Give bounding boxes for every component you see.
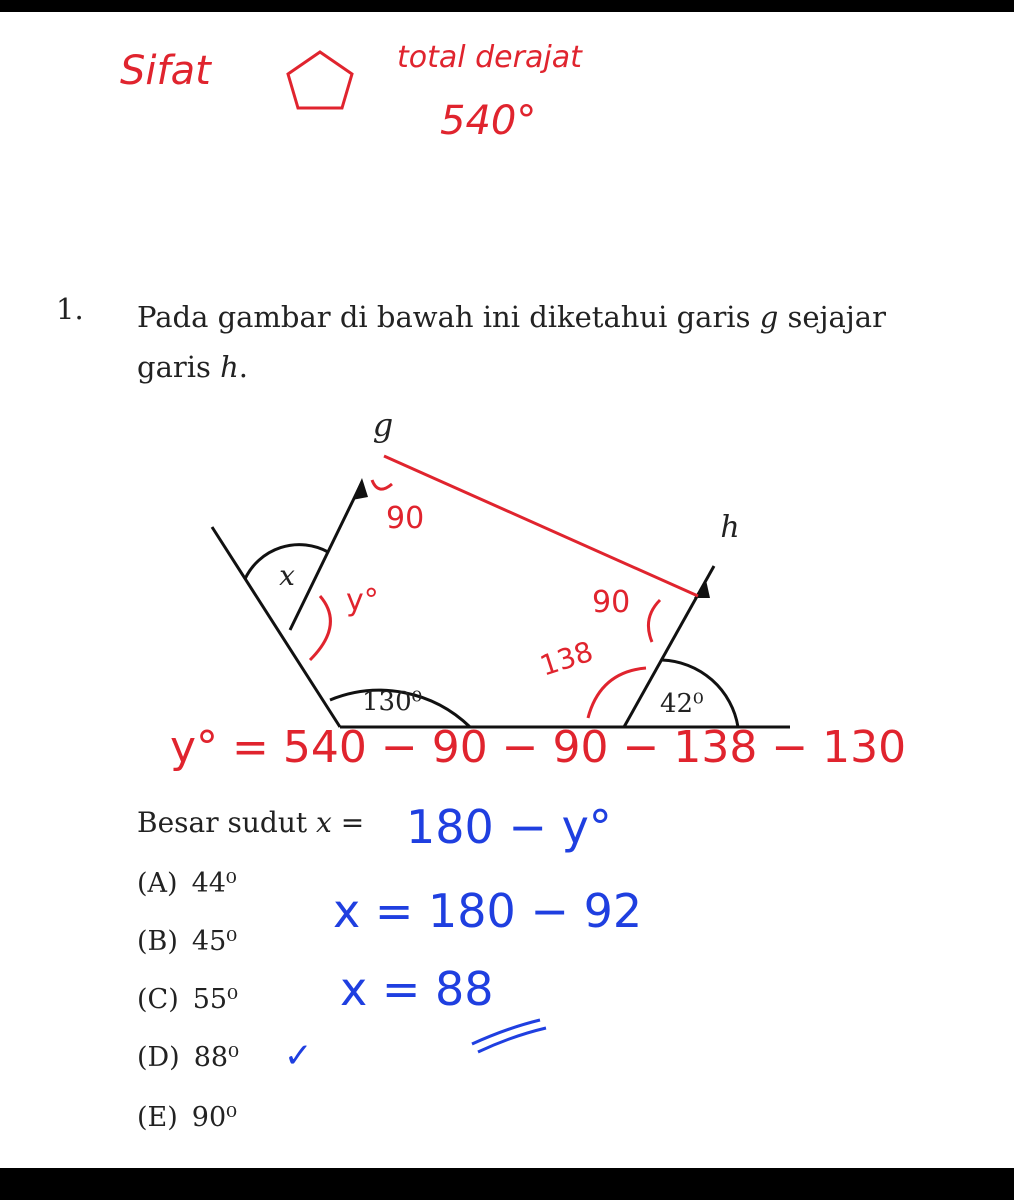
option-b[interactable]	[137, 926, 237, 957]
question-number: 1.	[56, 292, 84, 326]
option-letter: (C)	[137, 984, 179, 1015]
double-underline	[462, 1016, 552, 1056]
option-value: 55⁰	[192, 984, 238, 1015]
label-42: 42⁰	[660, 689, 704, 719]
label-x: x	[279, 559, 295, 592]
ask-line	[137, 806, 364, 839]
note-total: total derajat	[397, 40, 582, 75]
red-arc-top	[372, 480, 392, 489]
option-c[interactable]	[137, 984, 238, 1015]
red-90-right: 90	[592, 585, 631, 620]
x-step: x = 180 − 92	[333, 884, 643, 938]
option-letter: (D)	[137, 1042, 180, 1073]
line-left-side	[212, 527, 340, 727]
question-line-h: h	[220, 350, 239, 384]
ask-eq: =	[340, 806, 365, 839]
red-138: 138	[535, 634, 598, 683]
option-a[interactable]	[137, 868, 237, 899]
option-value: 44⁰	[191, 868, 237, 899]
option-letter: (E)	[137, 1102, 178, 1133]
ask-var: x	[316, 806, 332, 839]
option-value: 90⁰	[191, 1102, 237, 1133]
x-result: x = 88	[340, 962, 494, 1016]
check-mark-icon: ✓	[284, 1036, 313, 1076]
red-y-mark: y°	[346, 583, 379, 618]
note-sifat: Sifat	[120, 48, 211, 94]
red-arc-right	[648, 600, 660, 642]
red-90-top: 90	[386, 501, 425, 536]
label-h: h	[720, 510, 740, 545]
option-letter: (B)	[137, 926, 178, 957]
option-letter: (A)	[137, 868, 178, 899]
question-text-middle: sejajar garis	[137, 300, 886, 384]
bottom-black-bar	[0, 1168, 1014, 1200]
option-d[interactable]	[137, 1042, 239, 1073]
option-e[interactable]	[137, 1102, 237, 1133]
red-connecting-line	[384, 456, 698, 596]
question-text-start: Pada gambar di bawah ini diketahui garis	[137, 300, 751, 334]
ask-prefix: Besar sudut	[137, 806, 308, 839]
label-g: g	[372, 406, 394, 444]
note-540: 540°	[440, 98, 537, 144]
question-line-g: g	[759, 300, 779, 334]
red-arc-y	[310, 596, 330, 660]
question-text-end: .	[238, 350, 248, 384]
y-equation: y° = 540 − 90 − 90 − 138 − 130	[170, 722, 907, 773]
arrow-g-icon	[352, 478, 368, 500]
red-arc-138	[588, 668, 646, 718]
label-130: 130⁰	[362, 687, 423, 717]
x-expression: 180 − y°	[406, 800, 612, 854]
option-value: 45⁰	[191, 926, 238, 957]
option-value: 88⁰	[193, 1042, 239, 1073]
